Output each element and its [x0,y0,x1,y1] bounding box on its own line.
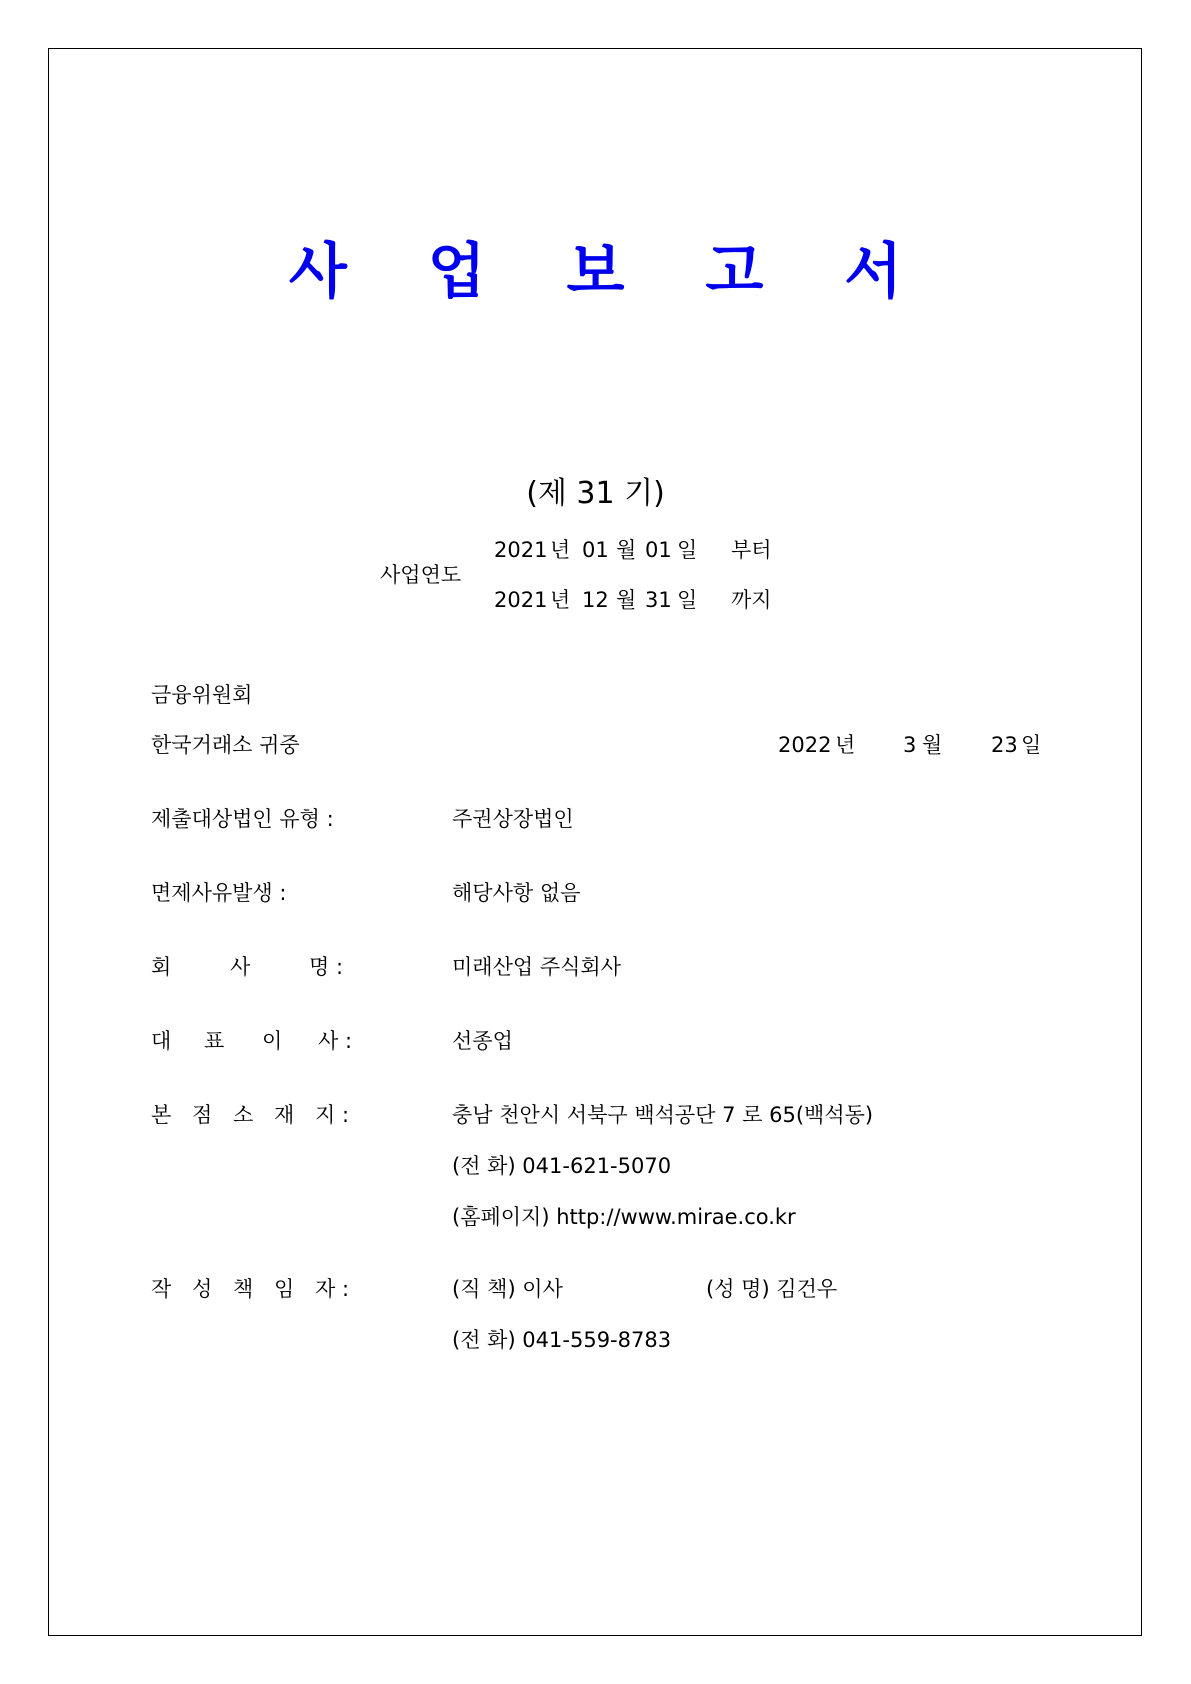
label-char: 임 [274,1277,295,1301]
label-char: 작 [151,1277,172,1301]
ceo-value: 선종업 [452,1029,513,1053]
label-char: 책 [233,1277,254,1301]
hq-address: 충남 천안시 서북구 백석공단 7 로 65(백석동) [452,1103,874,1127]
recipient-krx: 한국거래소 귀중 [151,733,300,757]
label-char: 표 [204,1029,225,1053]
report-year-unit: 년 [835,733,856,757]
from-month: 01 [582,538,609,562]
to-day: 31 [645,588,672,612]
from-year-unit: 년 [550,538,571,562]
hq-phone: (전 화) 041-621-5070 [452,1154,672,1178]
from-month-unit: 월 [616,538,637,562]
filer-type-label: 제출대상법인 유형 : [151,807,334,831]
preparer-name: (성 명) 김건우 [706,1277,838,1301]
filer-type-value: 주권상장법인 [452,807,574,831]
preparer-position: (직 책) 이사 [452,1277,563,1301]
fiscal-period-number: (제 31 기) [526,476,665,511]
label-char: 본 [151,1103,172,1127]
to-year-unit: 년 [550,588,571,612]
document-title: 사 업 보 고 서 [288,237,933,307]
to-year: 2021 [494,588,548,612]
company-name-value: 미래산업 주식회사 [452,955,621,979]
label-char: 성 [192,1277,213,1301]
from-suffix: 부터 [731,538,772,562]
report-day: 23 [991,733,1018,757]
label-char: 대 [151,1029,172,1053]
label-char: 소 [233,1103,254,1127]
to-month: 12 [582,588,609,612]
preparer-phone: (전 화) 041-559-8783 [452,1328,672,1352]
label-char: 사 : [318,1029,353,1053]
from-day: 01 [645,538,672,562]
recipient-fsc: 금융위원회 [151,683,253,707]
from-year: 2021 [494,538,548,562]
report-day-unit: 일 [1021,733,1042,757]
report-year: 2022 [778,733,832,757]
label-char: 재 [274,1103,295,1127]
label-char: 회 [151,955,172,979]
label-char: 명 : [309,955,344,979]
label-char: 이 [262,1029,283,1053]
exemption-label: 면제사유발생 : [151,881,287,905]
label-char: 점 [192,1103,213,1127]
label-char: 지 : [315,1103,350,1127]
fiscal-year-label: 사업연도 [380,563,462,587]
to-day-unit: 일 [677,588,698,612]
label-char: 사 [230,955,251,979]
from-day-unit: 일 [677,538,698,562]
exemption-value: 해당사항 없음 [452,881,581,905]
to-suffix: 까지 [731,588,772,612]
hq-homepage: (홈페이지) http://www.mirae.co.kr [452,1205,796,1229]
to-month-unit: 월 [616,588,637,612]
report-month: 3 [903,733,917,757]
label-char: 자 : [315,1277,350,1301]
report-month-unit: 월 [922,733,943,757]
